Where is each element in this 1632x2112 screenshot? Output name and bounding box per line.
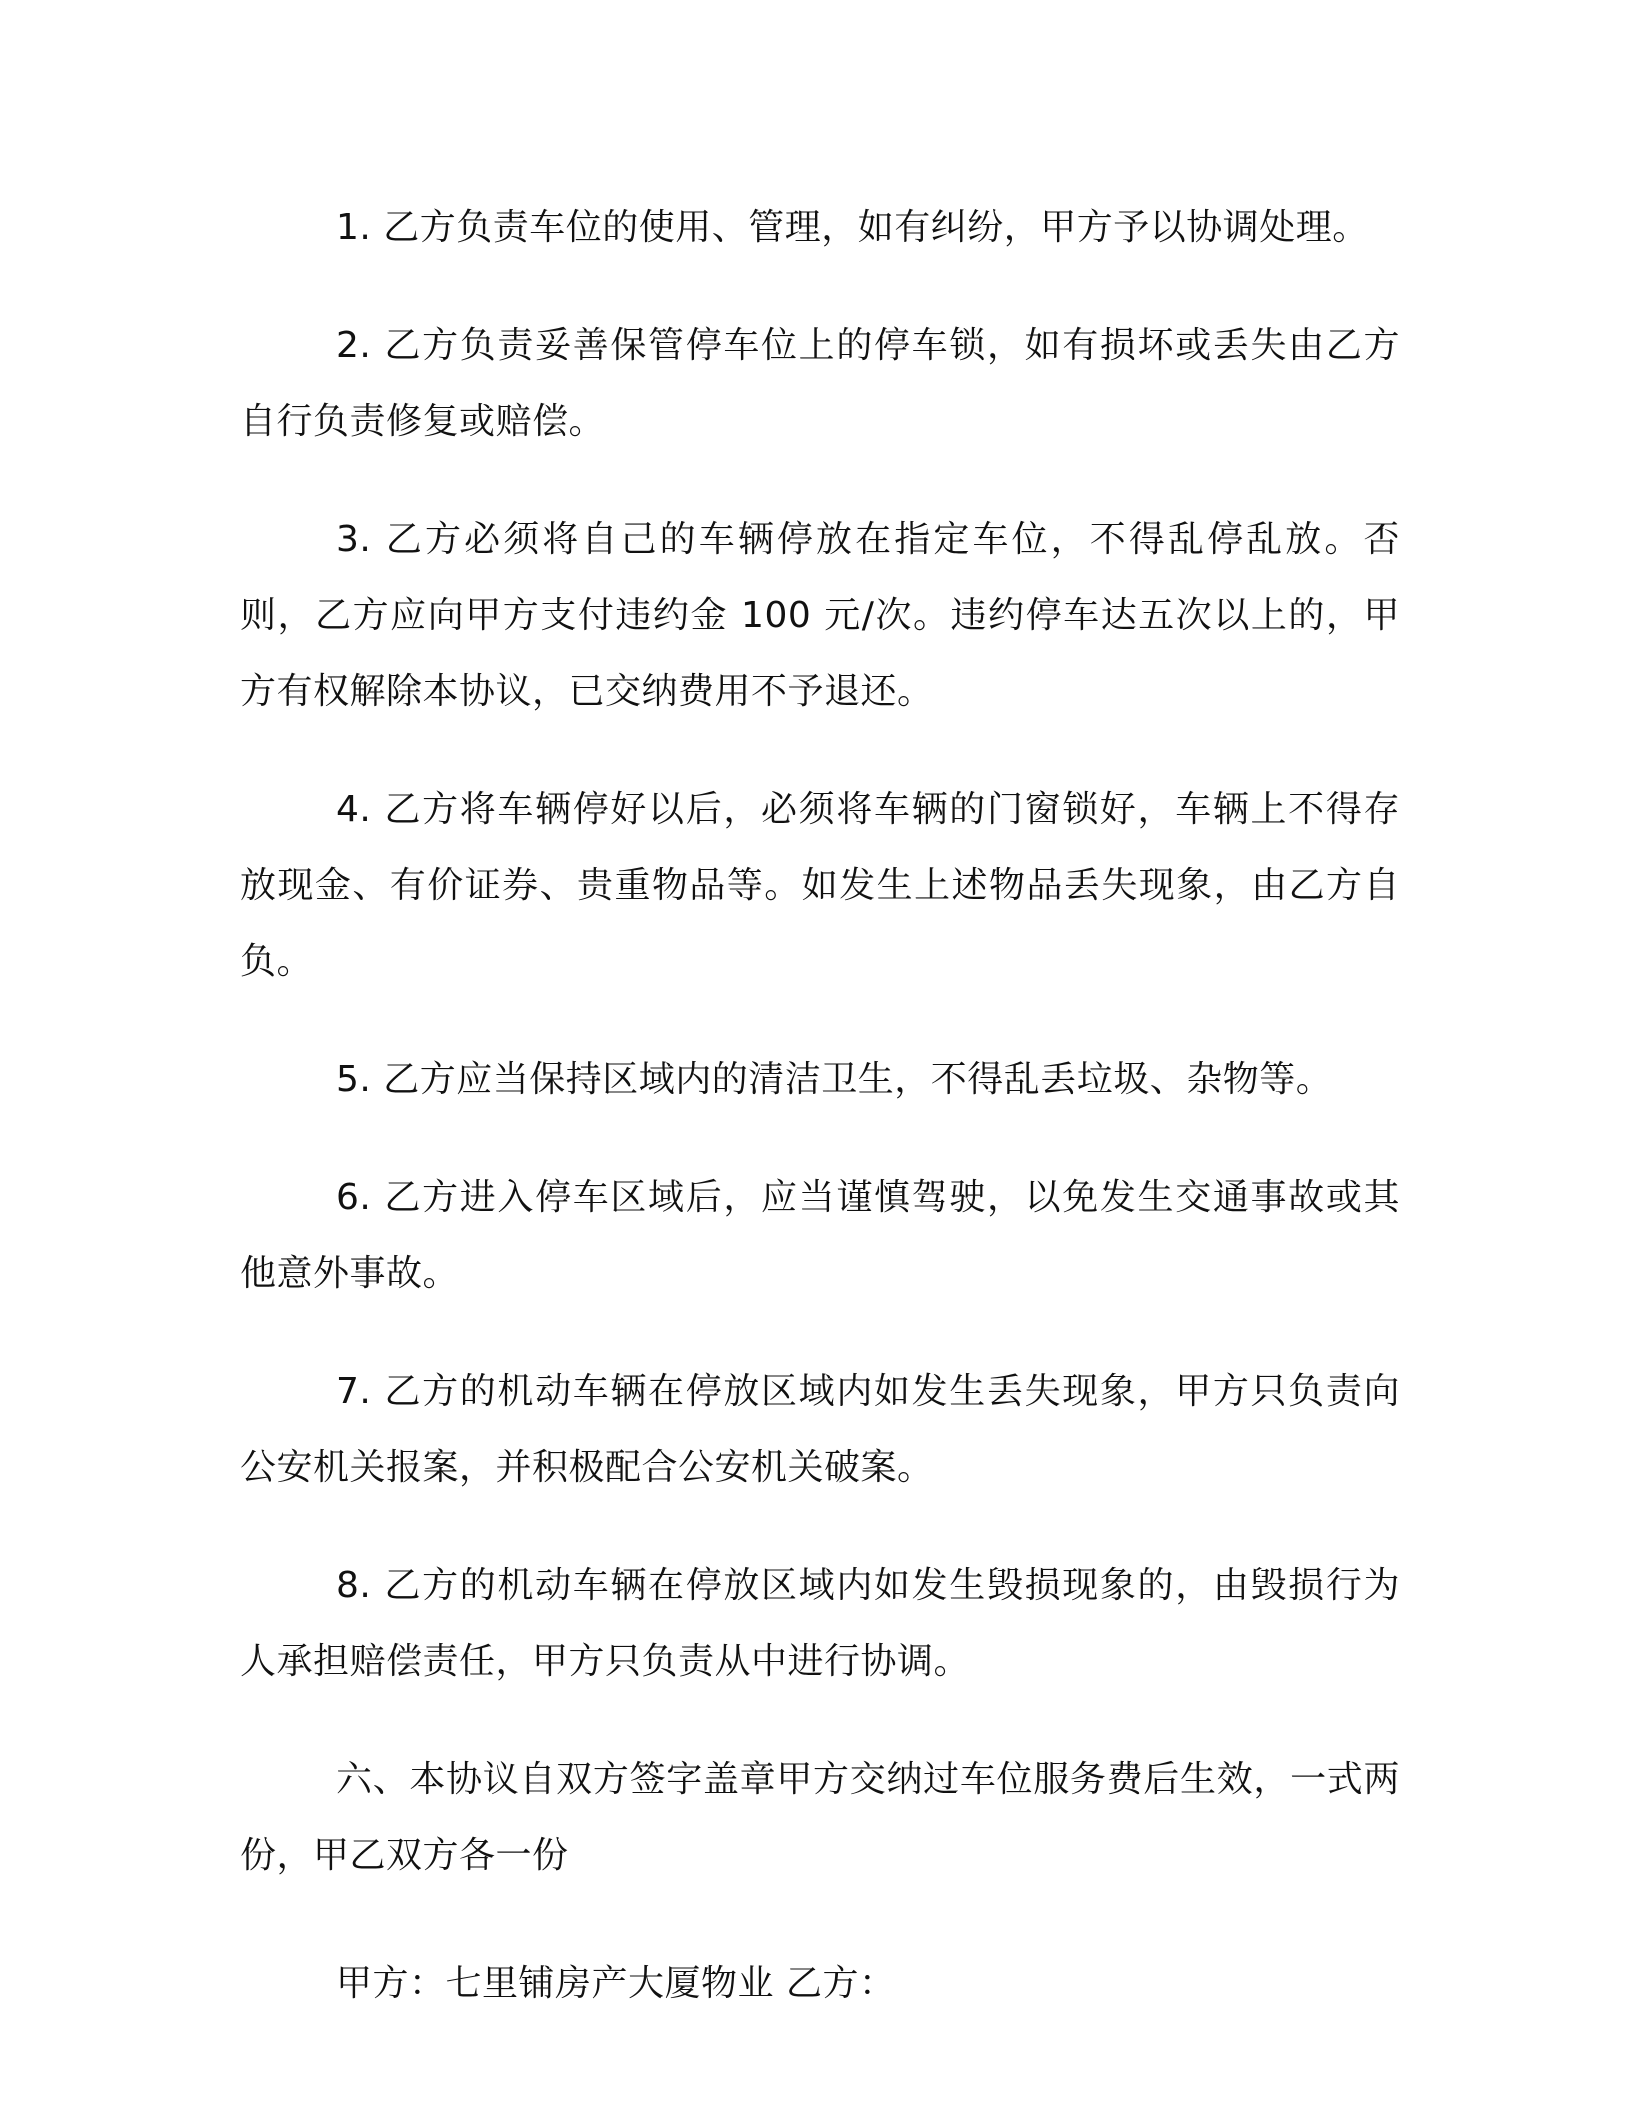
clause-6: 6. 乙方进入停车区域后，应当谨慎驾驶，以免发生交通事故或其他意外事故。 — [240, 1177, 1400, 1294]
clause-8: 8. 乙方的机动车辆在停放区域内如发生毁损现象的，由毁损行为人承担赔偿责任，甲方只负责从中进行协调。 — [240, 1565, 1400, 1682]
section-6-effective-clause: 六、本协议自双方签字盖章甲方交纳过车位服务费后生效，一式两份，甲乙双方各一份 — [240, 1759, 1400, 1876]
clause-5: 5. 乙方应当保持区域内的清洁卫生，不得乱丢垃圾、杂物等。 — [336, 1059, 1333, 1100]
clause-3: 3. 乙方必须将自己的车辆停放在指定车位，不得乱停乱放。否则，乙方应向甲方支付违约金 100 元/次。违约停车达五次以上的，甲方有权解除本协议，已交纳费用不予退还。 — [240, 519, 1400, 712]
clause-2: 2. 乙方负责妥善保管停车位上的停车锁，如有损坏或丢失由乙方自行负责修复或赔偿。 — [240, 325, 1400, 442]
clause-4: 4. 乙方将车辆停好以后，必须将车辆的门窗锁好，车辆上不得存放现金、有价证券、贵重物品等。如发生上述物品丢失现象，由乙方自负。 — [240, 789, 1400, 982]
clause-7: 7. 乙方的机动车辆在停放区域内如发生丢失现象，甲方只负责向公安机关报案，并积极配合公安机关破案。 — [240, 1371, 1400, 1488]
document-body — [240, 190, 1400, 2064]
clause-1: 1. 乙方负责车位的使用、管理，如有纠纷，甲方予以协调处理。 — [336, 207, 1369, 248]
signature-line: 甲方：七里铺房产大厦物业 乙方： — [336, 1963, 896, 2004]
